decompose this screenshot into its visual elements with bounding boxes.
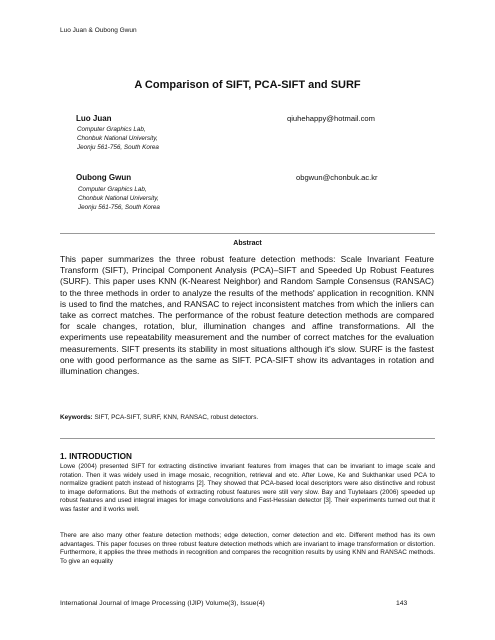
affiliation-line: Jeonju 561-756, South Korea [78,204,160,211]
keywords-label: Keywords: [60,414,93,421]
keywords [60,414,258,421]
affiliation-line: Chonbuk National University, [78,195,159,202]
author-name: Oubong Gwun [76,173,132,182]
keywords-text: SIFT, PCA-SIFT, SURF, KNN, RANSAC, robust detectors. [94,414,259,421]
affiliation-line: Computer Graphics Lab, [77,126,146,133]
page-number: 143 [396,600,408,607]
section-paragraph: There are also many other feature detection methods; edge detection, corner detection and etc. Different method has its own advantages. This paper focuses on three robust feature detection methods which are invariant to image transformation or distortion. Furthermore, it applies the three methods in recognition and compares the recognition results by using KNN and RANSAC methods. To give an equality [60,532,435,565]
abstract-text: This paper summarizes the three robust feature detection methods: Scale Invariant Feature Transform (SIFT), Principal Component Analysis (PCA)–SIFT and Speeded Up Robust Features (SURF). This paper uses KNN (K-Nearest Neighbor) and Random Sample Consensus (RANSAC) to the three methods in order to analyze the results of the methods' application in recognition. KNN is used to find the matches, and RANSAC to reject inconsistent matches from which the inliers can take as correct matches. The performance of the robust feature detection methods are compared for scale changes, rotation, blur, illumination changes and affine transformations. All the experiments use repeatability measurement and the number of correct matches for the evaluation measurements. SIFT presents its stability in most situations although it's slow. SURF is the fastest one with good performance as the same as SIFT. PCA-SIFT show its advantages in rotation and illumination changes. [60,254,434,377]
author-email[interactable]: qiuhehappy@hotmail.com [287,114,375,123]
footer-journal: International Journal of Image Processing (IJIP) Volume(3), Issue(4) [60,600,265,607]
author-email[interactable]: obgwun@chonbuk.ac.kr [296,173,378,182]
affiliation-line: Computer Graphics Lab, [78,186,147,193]
divider-top [60,233,435,234]
paper-title: A Comparison of SIFT, PCA-SIFT and SURF [134,79,361,91]
affiliation-line: Jeonju 561-756, South Korea [77,144,159,151]
section-paragraph: Lowe (2004) presented SIFT for extracting distinctive invariant features from images that can be invariant to image scale and rotation. Then it was widely used in image mosaic, recognition, retrieval and etc. After Lowe, Ke and Sukthankar used PCA to normalize gradient patch instead of histograms [2]. They showed that PCA-based local descriptors were also distinctive and robust to image deformations. But the methods of extracting robust features were still very slow. Bay and Tuytelaars (2006) speeded up robust features and used integral images for image convolutions and Fast-Hessian detector [3]. Their experiments turned out that it was faster and it works well. [60,463,435,513]
author-affiliation [77,125,159,152]
section-heading: 1. INTRODUCTION [60,452,132,461]
affiliation-line: Chonbuk National University, [77,135,158,142]
author-name: Luo Juan [76,114,112,123]
running-header: Luo Juan & Oubong Gwun [60,27,137,34]
abstract-heading: Abstract [233,240,262,247]
author-affiliation [78,185,160,212]
divider-bottom [60,438,435,439]
